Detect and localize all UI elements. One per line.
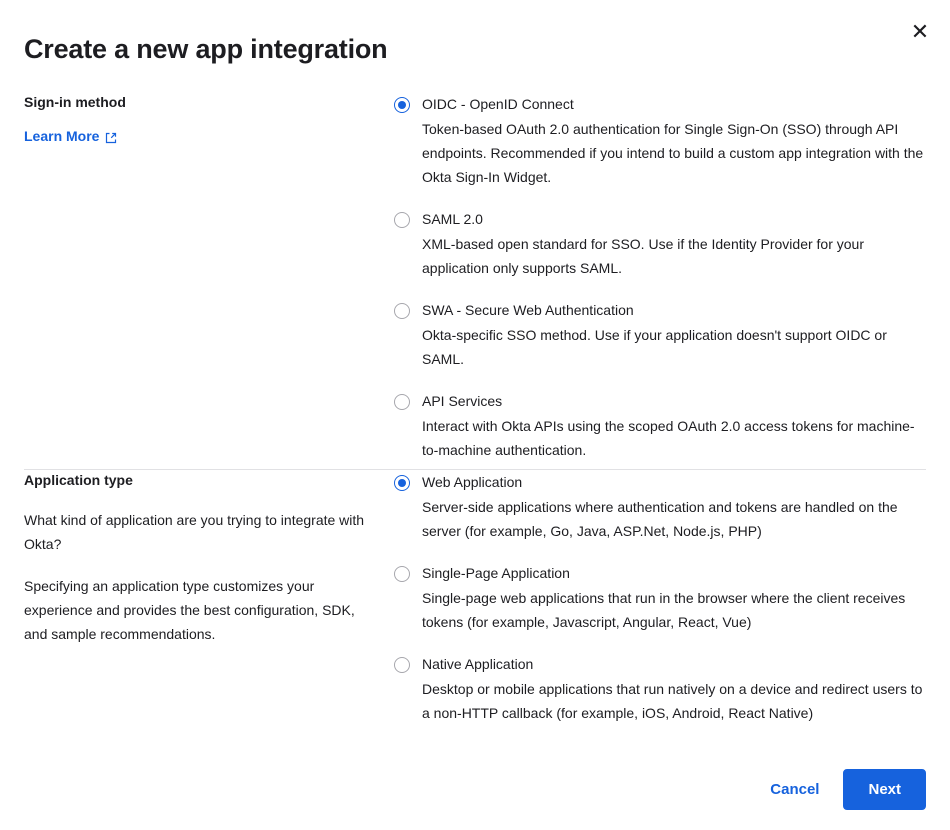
option-label: SAML 2.0	[422, 211, 483, 227]
option-label: OIDC - OpenID Connect	[422, 96, 574, 112]
option-label: API Services	[422, 393, 503, 409]
close-icon[interactable]: ✕	[906, 18, 934, 46]
learn-more-link[interactable]	[24, 128, 117, 144]
option-label: Single-Page Application	[422, 565, 570, 581]
option-description: Okta-specific SSO method. Use if your application doesn't support OIDC or SAML.	[422, 327, 887, 367]
option-description: Desktop or mobile applications that run natively on a device and redirect users to a non-HTTP callback (for example, iOS, Android, React Native)	[422, 681, 923, 721]
option-description: Token-based OAuth 2.0 authentication for Single Sign-On (SSO) through API endpoints. Recommended if you intend to build a custom app integration with the Okta Sign-In Widget.	[422, 121, 924, 185]
radio-option-oidc[interactable]	[394, 94, 926, 189]
learn-more-label: Learn More	[24, 128, 100, 144]
cancel-button[interactable]: Cancel	[764, 773, 825, 806]
application-type-section	[24, 470, 926, 725]
option-description: Single-page web applications that run in the browser where the client receives tokens (for example, Javascript, Angular, React, Vue)	[422, 590, 906, 630]
radio-icon[interactable]	[394, 212, 410, 228]
radio-icon[interactable]	[394, 97, 410, 113]
radio-option-swa[interactable]	[394, 300, 926, 371]
dialog-footer	[24, 769, 926, 810]
radio-option-single-page-application[interactable]	[394, 563, 926, 634]
radio-icon[interactable]	[394, 566, 410, 582]
application-type-left-column	[24, 470, 394, 646]
radio-icon[interactable]	[394, 475, 410, 491]
sign-in-method-heading: Sign-in method	[24, 94, 126, 110]
option-description: Interact with Okta APIs using the scoped OAuth 2.0 access tokens for machine-to-machine authentication.	[422, 418, 915, 458]
option-label: Web Application	[422, 474, 523, 490]
page-title: Create a new app integration	[24, 34, 388, 64]
radio-option-saml[interactable]	[394, 209, 926, 280]
radio-icon[interactable]	[394, 657, 410, 673]
application-type-options	[394, 470, 926, 725]
radio-option-api-services[interactable]	[394, 391, 926, 462]
option-label: Native Application	[422, 656, 534, 672]
sign-in-method-options	[394, 92, 926, 462]
radio-icon[interactable]	[394, 394, 410, 410]
next-button[interactable]: Next	[843, 769, 926, 810]
option-description: Server-side applications where authentication and tokens are handled on the server (for example, Go, Java, ASP.Net, Node.js, PHP)	[422, 499, 898, 539]
external-link-icon	[105, 131, 117, 143]
radio-option-native-application[interactable]	[394, 654, 926, 725]
sign-in-method-left-column	[24, 92, 394, 146]
application-type-paragraph-1: What kind of application are you trying to integrate with Okta?	[24, 512, 365, 552]
application-type-paragraph-2: Specifying an application type customizes your experience and provides the best configuration, SDK, and sample recommendations.	[24, 578, 355, 642]
option-description: XML-based open standard for SSO. Use if the Identity Provider for your application only supports SAML.	[422, 236, 864, 276]
radio-option-web-application[interactable]	[394, 472, 926, 543]
application-type-heading: Application type	[24, 472, 133, 488]
option-label: SWA - Secure Web Authentication	[422, 302, 634, 318]
sign-in-method-section	[24, 92, 926, 462]
radio-icon[interactable]	[394, 303, 410, 319]
